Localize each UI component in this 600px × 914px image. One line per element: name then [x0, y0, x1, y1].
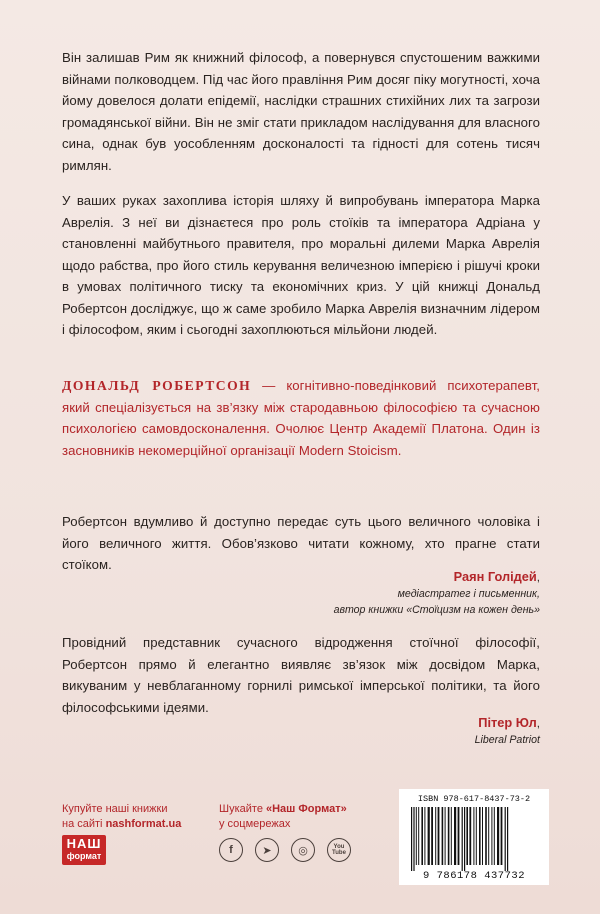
author-bio: [62, 375, 540, 461]
barcode-bar: [416, 807, 417, 865]
barcode-bar: [442, 807, 444, 865]
barcode-bar: [448, 807, 450, 865]
barcode-bar: [491, 807, 492, 865]
barcode-bar: [454, 807, 456, 865]
logo-top-text: НАШ: [66, 836, 102, 851]
barcode-bar: [445, 807, 446, 865]
description-paragraph: У ваших руках захоплива історія шляху й випробувань імператора Марка Аврелія. З неї ви дізнаєтеся про роль стоїків та імператора Адріана у становленні майбутнього правителя, про моральні дилеми Марка Аврелія щодо рабства, про його стиль керування величезною імперією і рішучі кроки в умовах політичного тиску та економічних криз. У цій книжці Дональд Робертсон досліджує, що ж саме зробило Марка Аврелія визначним лідером і філософом, яким і сьогодні захоплюються мільйони людей.: [62, 193, 540, 337]
publisher-logo: [62, 835, 106, 865]
social-info: [219, 802, 347, 832]
reviewer-role: медіастратег і письменник,: [397, 588, 540, 600]
barcode-bar: [413, 807, 414, 871]
barcode-bar: [505, 807, 506, 871]
barcode-bar: [421, 807, 423, 865]
barcode-bar: [488, 807, 489, 865]
barcode-bar: [479, 807, 481, 865]
barcode-bar: [494, 807, 495, 865]
author-name: ДОНАЛЬД РОБЕРТСОН: [62, 378, 252, 393]
review-attribution-1: Раян Голідей, медіастратег і письменник, автор книжки «Стоїцизм на кожен день»: [333, 569, 540, 616]
buy-info: [62, 802, 181, 832]
site-link[interactable]: nashformat.ua: [105, 818, 182, 830]
barcode-bar: [462, 807, 463, 871]
barcode-bar: [476, 807, 477, 865]
facebook-icon[interactable]: f: [219, 838, 243, 862]
barcode-bar: [435, 807, 436, 865]
barcode-bar: [431, 807, 433, 865]
barcode-bar: [411, 807, 412, 871]
review-quote-2: Провідний представник сучасного відродження стоїчної філософії, Робертсон прямо й елегантно виявляє зв’язок між досвідом Марка, викуваним у невблаганному горнилі римської імперської політики, та його філософськими ідеями.: [62, 635, 540, 715]
telegram-icon[interactable]: ➤: [255, 838, 279, 862]
isbn-text: ISBN 978-617-8437-73-2: [417, 794, 531, 804]
intro-paragraph: Він залишав Рим як книжний філософ, а повернувся спустошеним важкими війнами полководцем. Під час його правління Рим досяг піку могутності, хоча йому довелося долати епідемії, наслідки страшних стихійних лих та загрози громадянської війни. Він не зміг стати прикладом наслідування для власного сина, однак був уособленням досконалості та гідності для сотень тисяч римлян.: [62, 50, 541, 173]
barcode-bar: [485, 807, 487, 865]
review-attribution-2: Пітер Юл, Liberal Patriot: [474, 715, 540, 746]
barcode-bar: [458, 807, 460, 865]
instagram-icon[interactable]: ◎: [291, 838, 315, 862]
barcode-bar: [428, 807, 430, 865]
buy-line: Купуйте наші книжки: [62, 803, 168, 815]
reviewer-book: автор книжки «Стоїцизм на кожен день»: [333, 604, 540, 616]
social-icons: [219, 838, 351, 862]
buy-line-prefix: на сайті: [62, 818, 106, 830]
search-suffix: у соцмережах: [219, 818, 291, 830]
barcode-bar: [469, 807, 471, 865]
youtube-icon[interactable]: You Tube: [327, 838, 351, 862]
barcode-bar: [501, 807, 503, 865]
reviewer-role: Liberal Patriot: [474, 734, 540, 746]
barcode-bar: [418, 807, 419, 865]
barcode-bar: [424, 807, 425, 865]
barcode-box: [399, 789, 549, 885]
barcode-bar: [464, 807, 465, 871]
barcode-bar: [507, 807, 508, 871]
logo-bottom-text: формат: [66, 851, 102, 861]
reviewer-name: Пітер Юл: [478, 715, 537, 730]
brand-name: «Наш Формат»: [266, 803, 347, 815]
review-quote-1: Робертсон вдумливо й доступно передає суть цього величного чоловіка і його величного життя. Обов’язково читати кожному, хто прагне стати стоїком.: [62, 514, 540, 572]
barcode-bar: [466, 807, 468, 865]
barcode-bar: [497, 807, 499, 865]
author-bio-text: — когнітивно-поведінковий психотерапевт, який спеціалізується на зв’язку між стародавньою філософією та сучасною психологією самовдосконалення. Очолює Центр Академії Платона. Один із засновників некомерційної організації Modern Stoicism.: [62, 378, 540, 458]
barcode-digits: 9 786178 437732: [422, 870, 525, 882]
barcode-bar: [473, 807, 474, 865]
search-prefix: Шукайте: [219, 803, 266, 815]
barcode-bar: [438, 807, 440, 865]
barcode-bar: [451, 807, 452, 865]
reviewer-name: Раян Голідей: [453, 569, 537, 584]
barcode-bar: [482, 807, 483, 865]
